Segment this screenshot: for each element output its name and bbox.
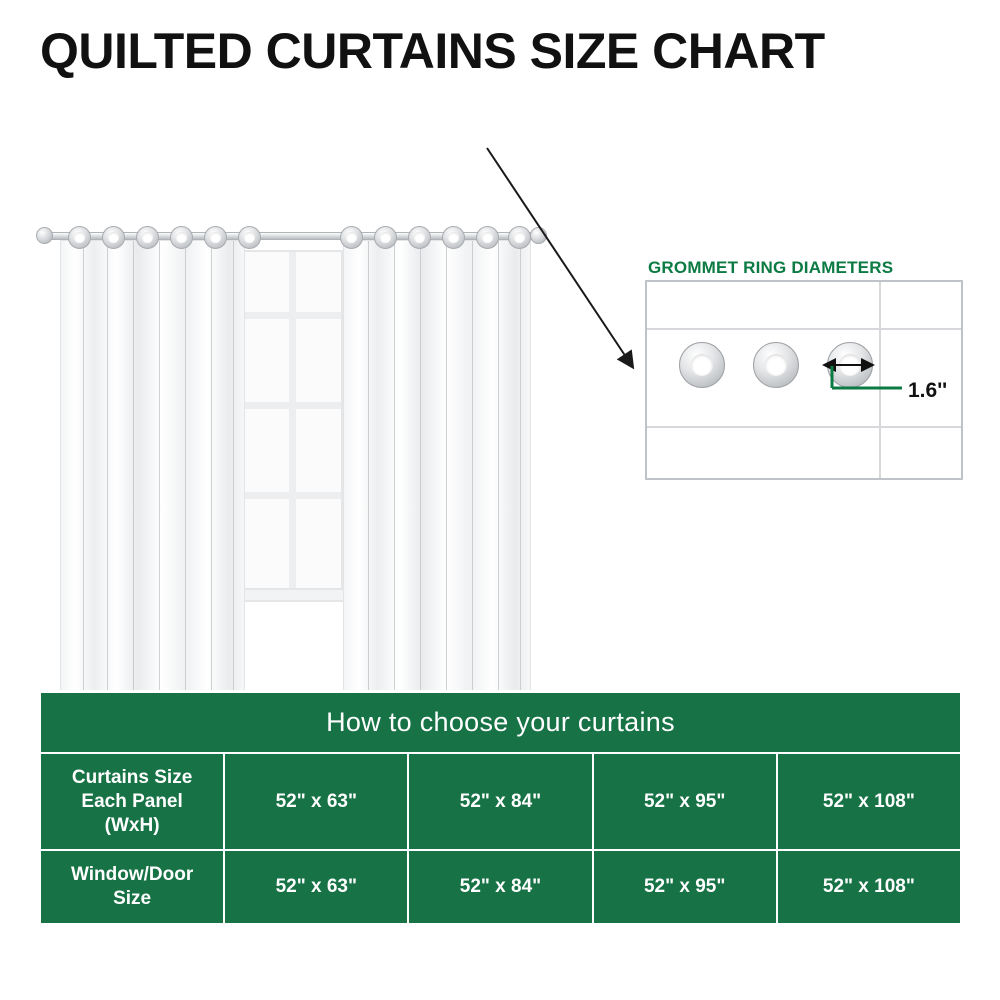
row-label-line: Window/Door	[70, 864, 194, 886]
cell-window-size-3: 52" x 95"	[593, 850, 777, 924]
cell-panel-size-1: 52" x 63"	[224, 753, 408, 850]
grommet-icon	[508, 226, 531, 249]
curtain-panel-right	[343, 240, 531, 740]
grommet-icon	[170, 226, 193, 249]
window-behind-curtains	[238, 250, 343, 590]
window-sill	[230, 588, 355, 602]
grommet-icon	[408, 226, 431, 249]
row-label-line: Each Panel	[81, 790, 183, 812]
row-label-window-size	[40, 850, 224, 924]
cell-panel-size-3: 52" x 95"	[593, 753, 777, 850]
row-label-line: Curtains Size	[71, 767, 193, 788]
grommet-icon	[136, 226, 159, 249]
row-label-curtain-size	[40, 753, 224, 850]
table-row	[40, 753, 961, 850]
cell-panel-size-2: 52" x 84"	[408, 753, 592, 850]
page-title: QUILTED CURTAINS SIZE CHART	[40, 23, 825, 79]
grommet-icon	[204, 226, 227, 249]
grommet-icon	[476, 226, 499, 249]
curtain-panel-left	[60, 240, 245, 745]
grommet-diameter-label: 1.6''	[908, 379, 948, 402]
grommet-icon	[238, 226, 261, 249]
cell-window-size-2: 52" x 84"	[408, 850, 592, 924]
row-label-line: (WxH)	[104, 814, 160, 836]
cell-window-size-4: 52" x 108"	[777, 850, 961, 924]
grommet-icon	[442, 226, 465, 249]
table-header-title: How to choose your curtains	[40, 692, 961, 753]
grommet-icon	[102, 226, 125, 249]
table-header-row	[40, 692, 961, 753]
rod-finial-right	[530, 227, 547, 244]
row-label-line: Size	[113, 888, 152, 909]
grommet-icon	[340, 226, 363, 249]
size-chart-table	[38, 690, 963, 926]
table-row	[40, 850, 961, 924]
rod-finial-left	[36, 227, 53, 244]
cell-panel-size-4: 52" x 108"	[777, 753, 961, 850]
grommet-icon	[68, 226, 91, 249]
grommet-icon	[374, 226, 397, 249]
cell-window-size-1: 52" x 63"	[224, 850, 408, 924]
grommet-detail-heading: GROMMET RING DIAMETERS	[648, 258, 894, 277]
